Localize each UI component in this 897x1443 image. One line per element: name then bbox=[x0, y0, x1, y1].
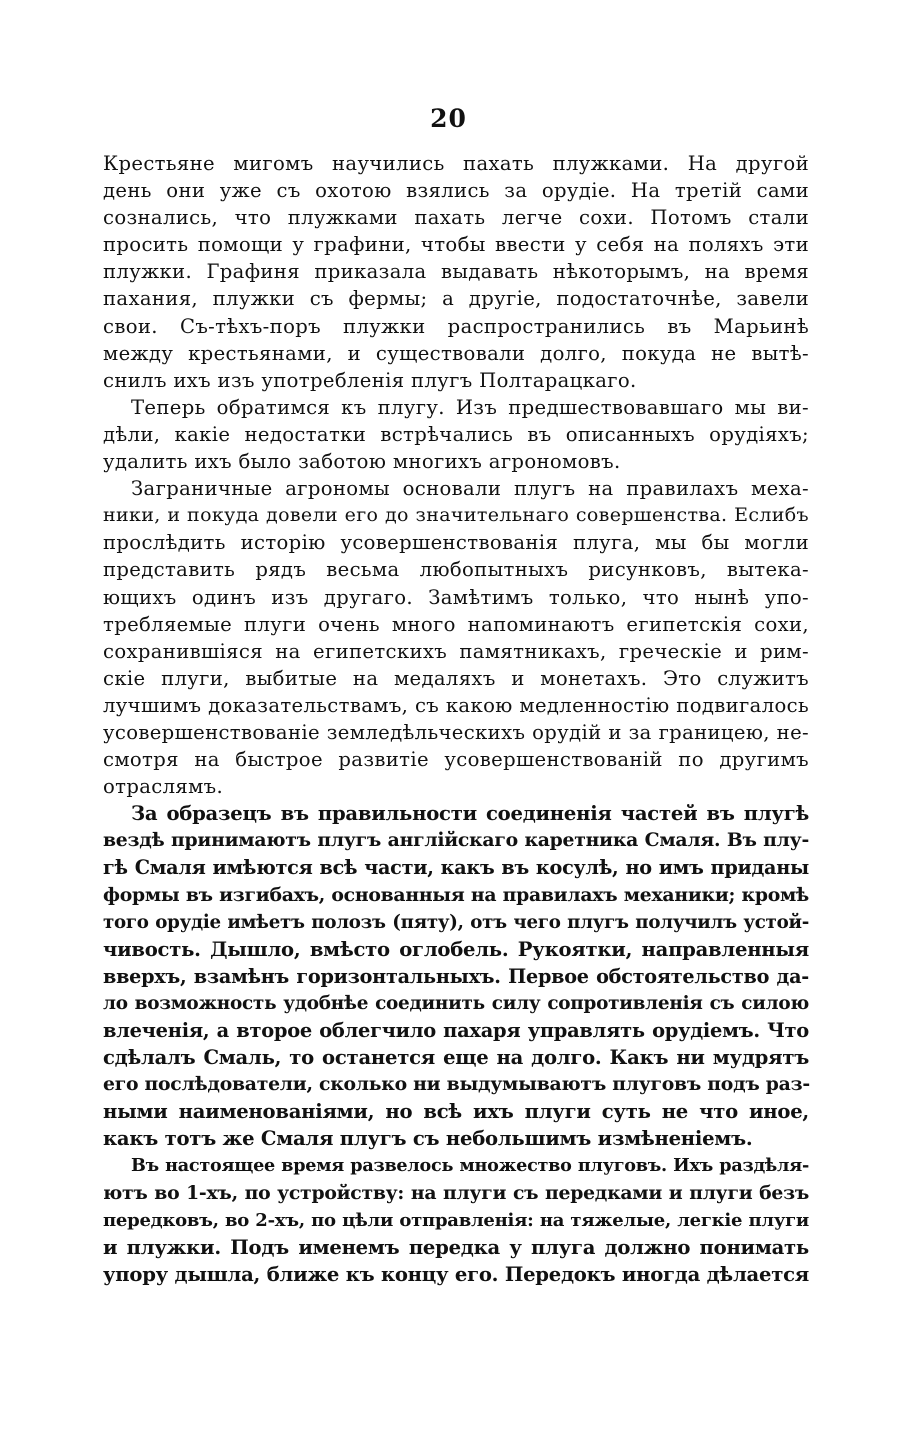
body-text bbox=[103, 150, 809, 1288]
text-line: его послѣдователи, сколько ни выдумываютъ плуговъ подъ раз- bbox=[103, 1073, 810, 1096]
page-number: 20 bbox=[430, 104, 467, 133]
text-line: плужки. Графиня приказала выдавать нѣкоторымъ, на время bbox=[103, 260, 809, 284]
text-line: ло возможность удобнѣе соединить силу сопротивленія съ силою bbox=[103, 992, 809, 1014]
text-line: вверхъ, взамѣнъ горизонтальныхъ. Первое обстоятельство да- bbox=[103, 964, 809, 988]
text-line: какъ тотъ же Смаля плугъ съ небольшимъ измѣненіемъ. bbox=[103, 1127, 753, 1151]
text-line: ютъ во 1-хъ, по устройству: на плуги съ передками и плуги безъ bbox=[103, 1181, 809, 1204]
text-line: того орудіе имѣетъ полозъ (пяту), отъ чего плугъ получилъ устой- bbox=[103, 911, 809, 933]
text-line: удалить ихъ было заботою многихъ агрономовъ. bbox=[103, 450, 621, 474]
text-line: снилъ ихъ изъ употребленія плугъ Полтарацкаго. bbox=[103, 368, 637, 392]
text-line: чивость. Дышло, вмѣсто оглобель. Рукоятки, направленныя bbox=[103, 937, 809, 961]
text-line: прослѣдить исторію усовершенствованія плуга, мы бы могли bbox=[103, 531, 809, 555]
text-line: сдѣлалъ Смаль, то останется еще на долго. Какъ ни мудрятъ bbox=[103, 1046, 809, 1070]
text-line: формы въ изгибахъ, основанныя на правилахъ механики; кромѣ bbox=[103, 883, 809, 906]
text-line: Крестьяне мигомъ научились пахать плужками. На другой bbox=[103, 152, 809, 175]
text-line: вездѣ принимаютъ плугъ англійскаго каретника Смаля. Въ плу- bbox=[103, 829, 809, 852]
text-line: дѣли, какіе недостатки встрѣчались въ описанныхъ орудіяхъ; bbox=[103, 422, 809, 446]
text-line: сохранившіяся на египетскихъ памятникахъ, греческіе и рим- bbox=[103, 639, 809, 663]
text-line: день они уже съ охотою взялись за орудіе. На третій сами bbox=[103, 179, 809, 203]
text-line: смотря на быстрое развитіе усовершенствованій по другимъ bbox=[103, 748, 809, 772]
text-line: влеченія, а второе облегчило пахаря управлять орудіемъ. Что bbox=[103, 1019, 809, 1042]
text-line: усовершенствованіе земледѣльческихъ орудій и за границею, не- bbox=[103, 720, 809, 744]
text-line: ники, и покуда довели его до значительнаго совершенства. Еслибъ bbox=[103, 504, 809, 527]
text-line: сознались, что плужками пахать легче сохи. Потомъ стали bbox=[103, 206, 809, 230]
text-line: отраслямъ. bbox=[103, 775, 224, 799]
text-line: просить помощи у графини, чтобы ввести у себя на поляхъ эти bbox=[103, 233, 809, 257]
text-line: Заграничные агрономы основали плугъ на правилахъ меха- bbox=[131, 477, 809, 501]
text-line: Теперь обратимся къ плугу. Изъ предшествовавшаго мы ви- bbox=[131, 395, 809, 419]
text-line: передковъ, во 2-хъ, по цѣли отправленія: на тяжелые, легкіе плуги bbox=[103, 1209, 809, 1231]
text-line: Въ настоящее время развелось множество плуговъ. Ихъ раздѣля- bbox=[131, 1155, 809, 1177]
text-line: пахания, плужки съ фермы; а другіе, подостаточнѣе, завели bbox=[103, 287, 809, 311]
text-line: ными наименованіями, но всѣ ихъ плуги суть не что иное, bbox=[103, 1100, 809, 1124]
text-line: скіе плуги, выбитые на медаляхъ и монетахъ. Это служитъ bbox=[103, 666, 809, 690]
text-line: представить рядъ весьма любопытныхъ рисунковъ, вытека- bbox=[103, 558, 809, 582]
text-line: свои. Съ-тѣхъ-поръ плужки распространились въ Марьинѣ bbox=[103, 314, 809, 338]
text-line: и плужки. Подъ именемъ передка у плуга должно понимать bbox=[103, 1235, 809, 1259]
text-line: между крестьянами, и существовали долго, покуда не вытѣ- bbox=[103, 341, 809, 365]
text-line: требляемые плуги очень много напоминаютъ египетскія сохи, bbox=[103, 612, 809, 636]
text-line: гѣ Смаля имѣются всѣ части, какъ въ косулѣ, но имъ приданы bbox=[103, 856, 809, 880]
text-line: упору дышла, ближе къ концу его. Передокъ иногда дѣлается bbox=[103, 1262, 809, 1286]
text-line: лучшимъ доказательствамъ, съ какою медленностію подвигалось bbox=[103, 693, 809, 717]
text-line: За образецъ въ правильности соединенія частей въ плугѣ bbox=[131, 802, 809, 826]
text-line: ющихъ одинъ изъ другаго. Замѣтимъ только, что нынѣ упо- bbox=[103, 585, 809, 609]
